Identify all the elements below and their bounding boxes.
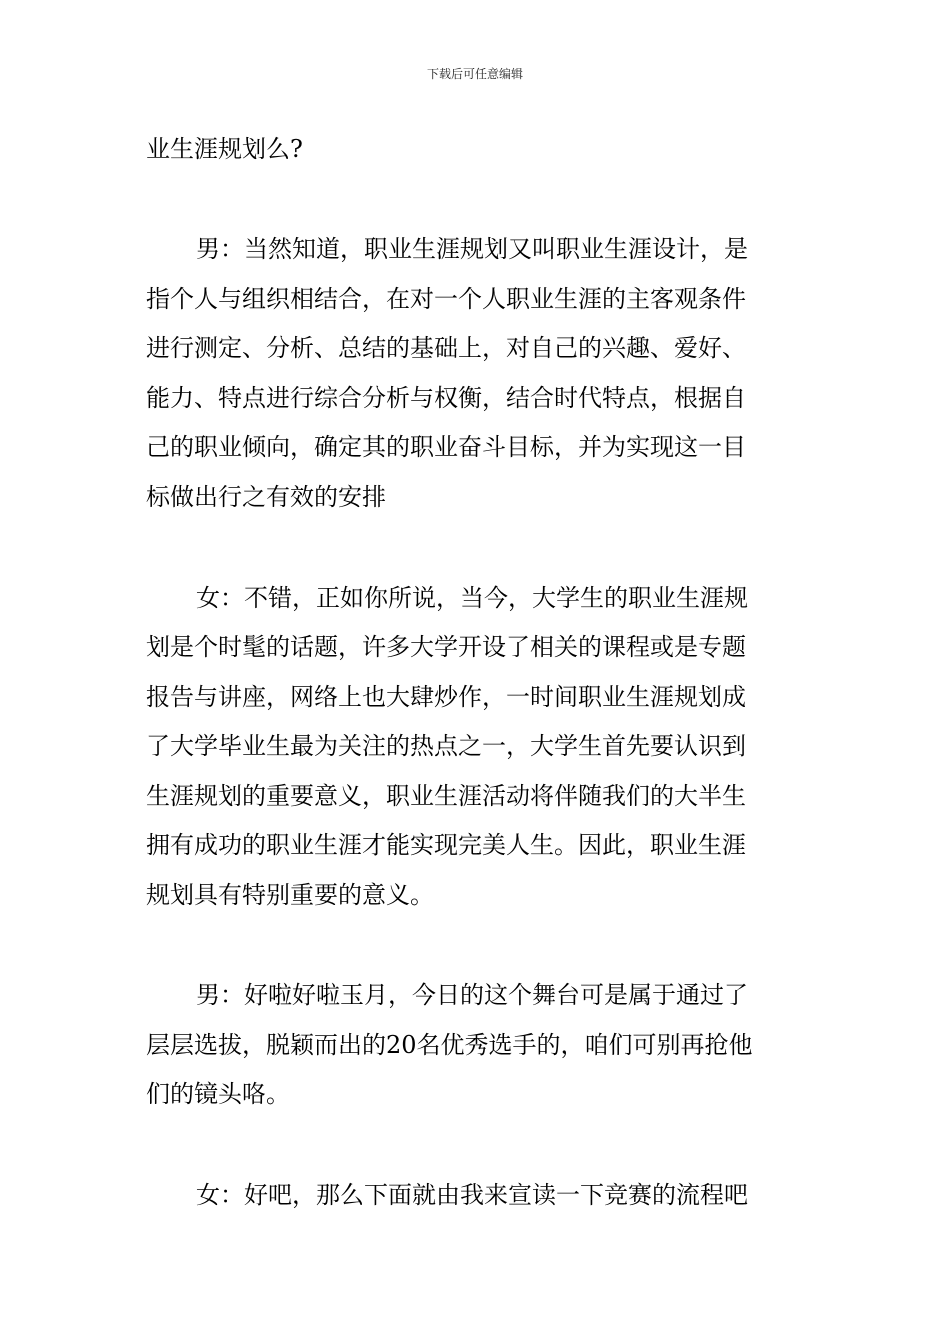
header-note: 下载后可任意编辑: [426, 67, 523, 81]
paragraph-line: 规划具有特别重要的意义。: [146, 881, 434, 909]
paragraph-line: 报告与讲座，网络上也大肆炒作，一时间职业生涯规划成: [146, 683, 746, 711]
paragraph-line: 指个人与组织相结合，在对一个人职业生涯的主客观条件: [146, 285, 746, 313]
paragraph-line: 业生涯规划么?: [146, 135, 303, 163]
paragraph-line: 能力、特点进行综合分析与权衡，结合时代特点，根据自: [146, 384, 746, 412]
paragraph-line: 进行测定、分析、总结的基础上，对自己的兴趣、爱好、: [146, 334, 746, 362]
paragraph-line: 标做出行之有效的安排: [146, 483, 386, 511]
paragraph-line: 女：好吧，那么下面就由我来宣读一下竞赛的流程吧: [196, 1181, 748, 1209]
paragraph-line: 男：好啦好啦玉月，今日的这个舞台可是属于通过了: [196, 981, 748, 1009]
paragraph-line: 己的职业倾向，确定其的职业奋斗目标，并为实现这一目: [146, 433, 746, 461]
paragraph-line: 层层选拔，脱颖而出的20名优秀选手的，咱们可别再抢他: [146, 1031, 753, 1059]
paragraph-line: 们的镜头咯。: [146, 1080, 290, 1108]
paragraph-line: 女：不错，正如你所说，当今，大学生的职业生涯规: [196, 584, 748, 612]
paragraph-line: 男：当然知道，职业生涯规划又叫职业生涯设计，是: [196, 235, 748, 263]
paragraph-line: 拥有成功的职业生涯才能实现完美人生。因此，职业生涯: [146, 831, 746, 859]
paragraph-line: 了大学毕业生最为关注的热点之一，大学生首先要认识到: [146, 732, 746, 760]
paragraph-line: 划是个时髦的话题，许多大学开设了相关的课程或是专题: [146, 633, 746, 661]
paragraph-line: 生涯规划的重要意义，职业生涯活动将伴随我们的大半生: [146, 782, 746, 810]
